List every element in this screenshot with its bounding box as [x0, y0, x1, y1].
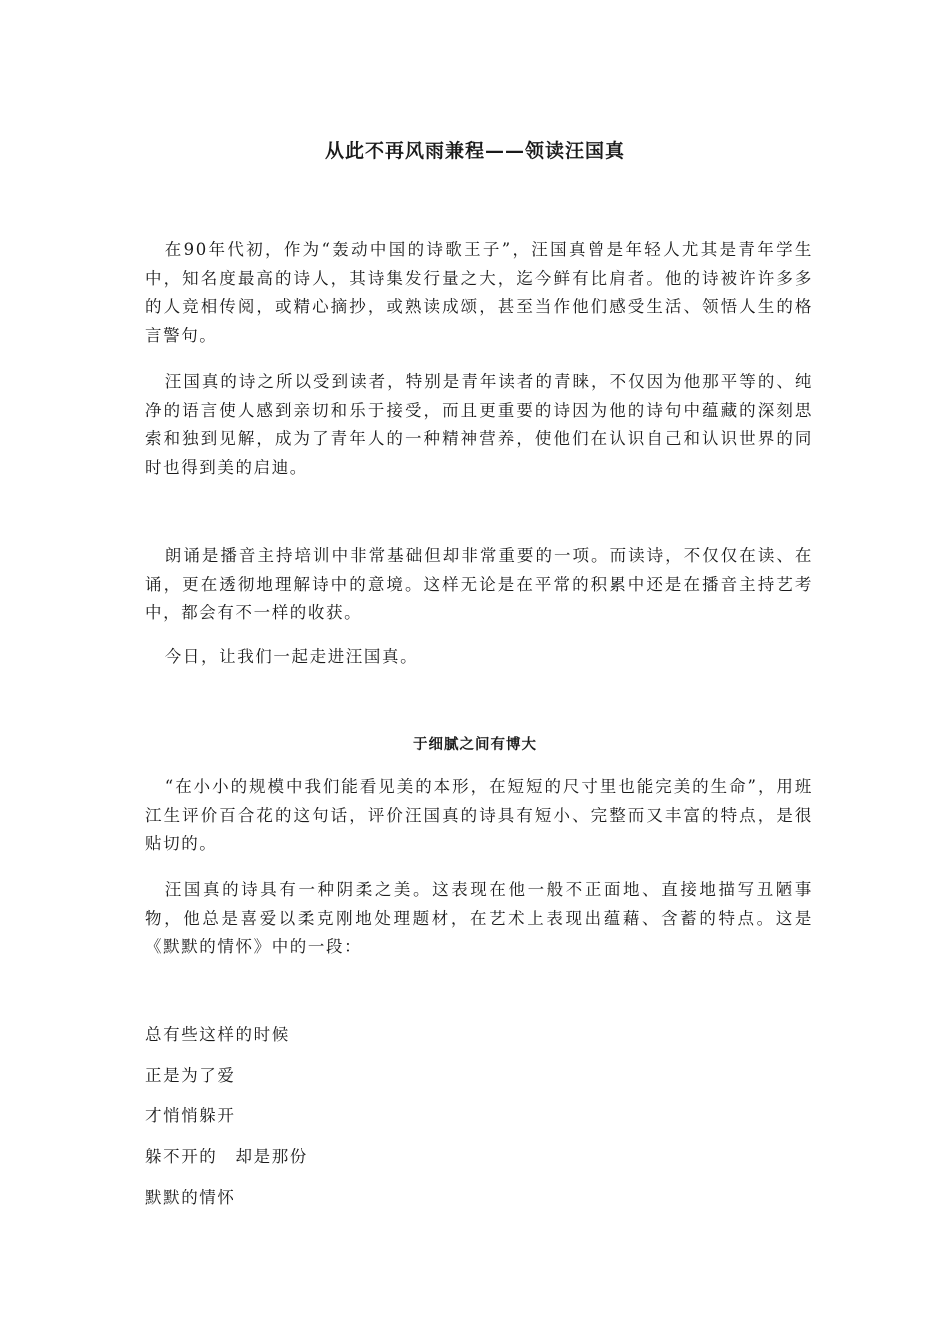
page-title: 从此不再风雨兼程——领读汪国真	[324, 140, 625, 162]
intro-paragraph-2: 汪国真的诗之所以受到读者，特别是青年读者的青睐，不仅因为他那平等的、纯净的语言使人感到亲切和乐于接受，而且更重要的诗因为他的诗句中蕴藏的深刻思索和独到见解，成为了青年人的一种精神营养，使他们在认识自己和认识世界的同时也得到美的启迪。	[145, 372, 813, 477]
section-heading: 于细腻之间有博大	[413, 736, 537, 753]
poem-line: 总有些这样的时候	[145, 1025, 290, 1044]
section-paragraph-1: “在小小的规模中我们能看见美的本形，在短短的尺寸里也能完美的生命”，用班江生评价百合花的这句话，评价汪国真的诗具有短小、完整而又丰富的特点，是很贴切的。	[145, 777, 813, 853]
poem-line: 默默的情怀	[145, 1188, 236, 1207]
poem-line: 正是为了爱	[145, 1066, 236, 1085]
poem-line: 才悄悄躲开	[145, 1106, 236, 1125]
section-paragraph-2: 汪国真的诗具有一种阴柔之美。这表现在他一般不正面地、直接地描写丑陋事物，他总是喜爱以柔克刚地处理题材，在艺术上表现出蕴藉、含蓄的特点。这是《默默的情怀》中的一段：	[145, 880, 813, 956]
intro-paragraph-1: 在90年代初，作为“轰动中国的诗歌王子”，汪国真曾是年轻人尤其是青年学生中，知名度最高的诗人，其诗集发行量之大，迄今鲜有比肩者。他的诗被许许多多的人竞相传阅，或精心摘抄，或熟读成颂，甚至当作他们感受生活、领悟人生的格言警句。	[145, 240, 813, 345]
poem-line: 躲不开的 却是那份	[145, 1147, 308, 1166]
intro-paragraph-3: 朗诵是播音主持培训中非常基础但却非常重要的一项。而读诗，不仅仅在读、在诵，更在透彻地理解诗中的意境。这样无论是在平常的积累中还是在播音主持艺考中，都会有不一样的收获。	[145, 546, 813, 622]
intro-paragraph-4: 今日，让我们一起走进汪国真。	[164, 647, 419, 666]
